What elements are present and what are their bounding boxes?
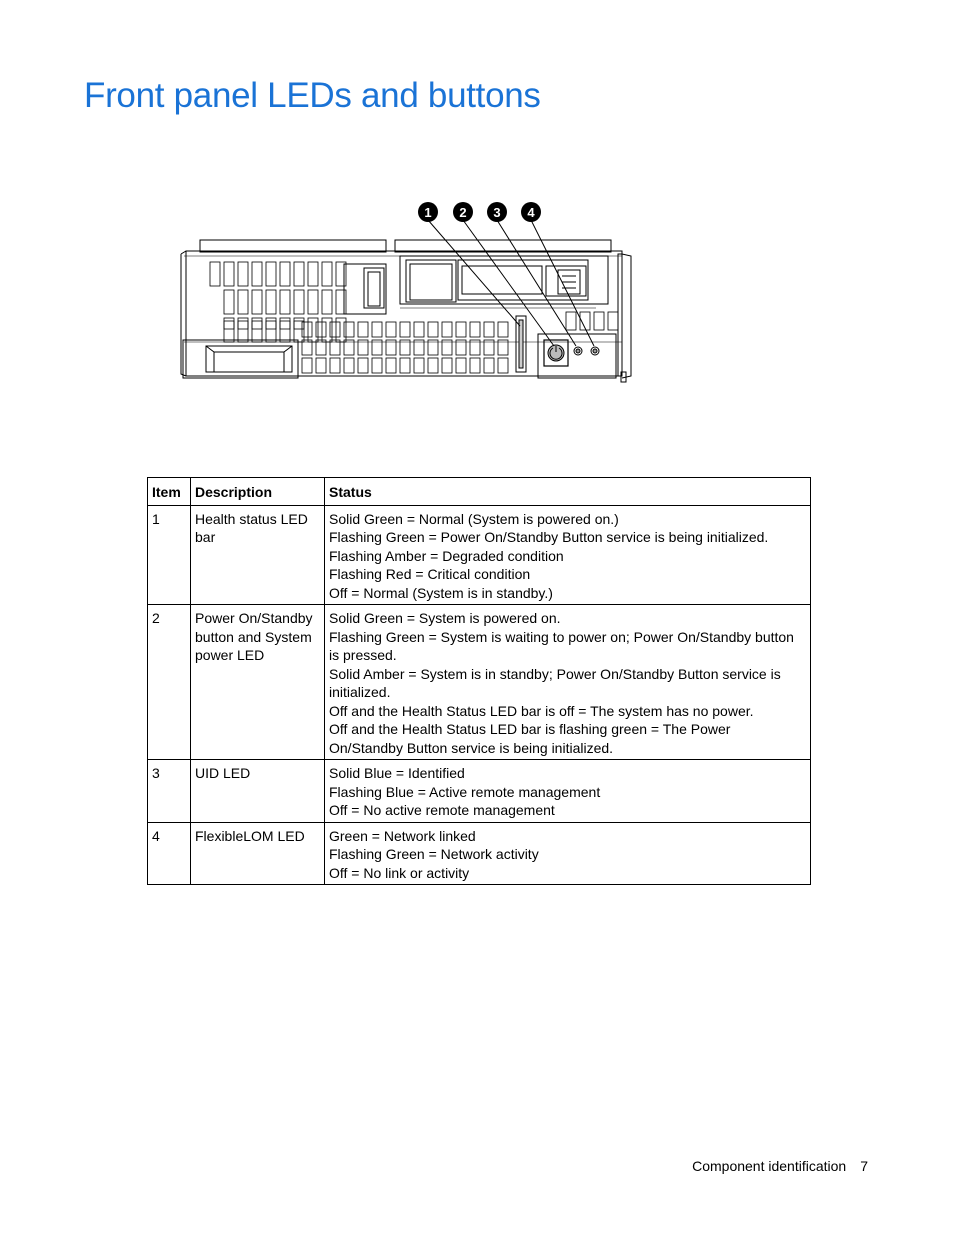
vent-slot — [252, 290, 262, 314]
status-line: Off = No link or activity — [329, 864, 470, 881]
vent-slot — [414, 358, 424, 373]
left-top-rail — [200, 240, 386, 252]
vent-slot — [414, 322, 424, 337]
vent-slot — [280, 290, 290, 314]
vent-slot — [386, 322, 396, 337]
drive-bay — [400, 256, 608, 304]
vent-slot — [252, 318, 262, 342]
vent-slot — [498, 358, 508, 373]
table-row — [148, 760, 811, 823]
vent-slot — [484, 358, 494, 373]
status-line: Off = No active remote management — [329, 802, 555, 818]
status-line: Flashing Green = Network activity — [329, 846, 539, 862]
vent-slot — [470, 322, 480, 337]
vent-slot — [470, 358, 480, 373]
status-line: Solid Blue = Identified — [329, 765, 465, 781]
table-row — [148, 605, 811, 760]
footer-page-number: 7 — [860, 1158, 868, 1174]
vent-slot — [302, 358, 312, 373]
vent-slot — [238, 318, 248, 342]
item-status — [325, 822, 811, 885]
item-description: Power On/Standby button and System power LED — [191, 605, 325, 760]
table-header-row — [148, 478, 811, 506]
item-status — [325, 605, 811, 760]
vent-slot — [456, 358, 466, 373]
status-line: Flashing Green = Power On/Standby Button service is being initialized. — [329, 529, 769, 545]
vent-slot — [238, 321, 248, 329]
vent-slot — [210, 262, 220, 286]
vent-slot — [456, 322, 466, 337]
item-number: 1 — [148, 505, 191, 605]
vent-slot — [400, 358, 410, 373]
status-line: Green = Network linked — [329, 827, 476, 844]
vent-slot — [344, 358, 354, 373]
item-number: 4 — [148, 822, 191, 885]
vent-slot — [358, 322, 368, 337]
vent-slot — [330, 322, 340, 337]
vent-slot — [280, 262, 290, 286]
vent-slot — [372, 358, 382, 373]
status-line: Flashing Green = System is waiting to power on; Power On/Standby button is pressed. — [329, 628, 794, 663]
callout-label: 3 — [493, 205, 501, 220]
status-line: Flashing Blue = Active remote management — [329, 783, 601, 800]
vent-slot — [400, 322, 410, 337]
vent-slot — [442, 322, 452, 337]
vent-slot — [238, 290, 248, 314]
vent-slot — [252, 321, 262, 329]
vent-slot — [484, 322, 494, 337]
header-item: Item — [148, 478, 191, 506]
vent-slot — [238, 262, 248, 286]
vent-slot — [498, 322, 508, 337]
item-number: 3 — [148, 760, 191, 823]
table-row — [148, 822, 811, 885]
vent-slot — [428, 358, 438, 373]
vent-slot — [280, 318, 290, 342]
status-line: Solid Amber = System is in standby; Power On/Standby Button service is initialized. — [329, 665, 781, 700]
status-line: Solid Green = Normal (System is powered on.) — [329, 510, 619, 527]
vent-slot — [322, 262, 332, 286]
item-number: 2 — [148, 605, 191, 760]
vent-slot — [316, 358, 326, 373]
item-description: UID LED — [191, 760, 325, 823]
vent-slot — [608, 312, 618, 330]
vent-slot — [372, 322, 382, 337]
table-row — [148, 505, 811, 605]
vent-slot — [294, 290, 304, 314]
status-line: Flashing Red = Critical condition — [329, 566, 531, 582]
right-top-rail — [395, 240, 611, 252]
vent-slot — [294, 262, 304, 286]
vent-slot — [280, 321, 290, 329]
vent-slot — [566, 312, 576, 330]
vent-slot — [266, 321, 276, 329]
vent-slot — [442, 358, 452, 373]
vent-slot — [308, 262, 318, 286]
item-description: Health status LED bar — [191, 505, 325, 605]
vent-slot — [594, 312, 604, 330]
vent-slot — [224, 318, 234, 342]
server-front-panel-figure — [176, 196, 638, 388]
vent-slot — [330, 358, 340, 373]
vent-slot — [316, 322, 326, 337]
vent-slot — [266, 318, 276, 342]
header-status: Status — [325, 478, 811, 506]
vent-slot — [252, 262, 262, 286]
page-footer — [692, 1158, 868, 1174]
vent-slot — [358, 358, 368, 373]
led-status-table — [147, 477, 811, 885]
vent-slot — [266, 262, 276, 286]
vent-slot — [224, 262, 234, 286]
vent-slot — [224, 290, 234, 314]
vent-slot — [386, 358, 396, 373]
vent-slot — [322, 290, 332, 314]
callout-label: 1 — [424, 205, 432, 220]
vent-slot — [266, 290, 276, 314]
item-description: FlexibleLOM LED — [191, 822, 325, 885]
item-status — [325, 760, 811, 823]
callout-label: 4 — [527, 205, 535, 220]
callout-label: 2 — [459, 205, 467, 220]
status-line: Off and the Health Status LED bar is off = The system has no power. — [329, 702, 754, 719]
vent-slot — [224, 321, 234, 329]
vent-slot — [302, 322, 312, 337]
item-status — [325, 505, 811, 605]
vent-grid-bottom — [302, 312, 618, 373]
status-line: Solid Green = System is powered on. — [329, 610, 561, 626]
footer-section-title: Component identification — [692, 1158, 847, 1174]
page-title: Front panel LEDs and buttons — [84, 76, 541, 115]
vent-slot — [308, 290, 318, 314]
status-line: Flashing Amber = Degraded condition — [329, 547, 564, 564]
vent-slot — [428, 322, 438, 337]
status-line: Off = Normal (System is in standby.) — [329, 584, 553, 601]
header-description: Description — [191, 478, 325, 506]
status-line: Off and the Health Status LED bar is flashing green = The Power On/Standby Button service is being initialized. — [329, 721, 731, 756]
vent-slot — [344, 322, 354, 337]
